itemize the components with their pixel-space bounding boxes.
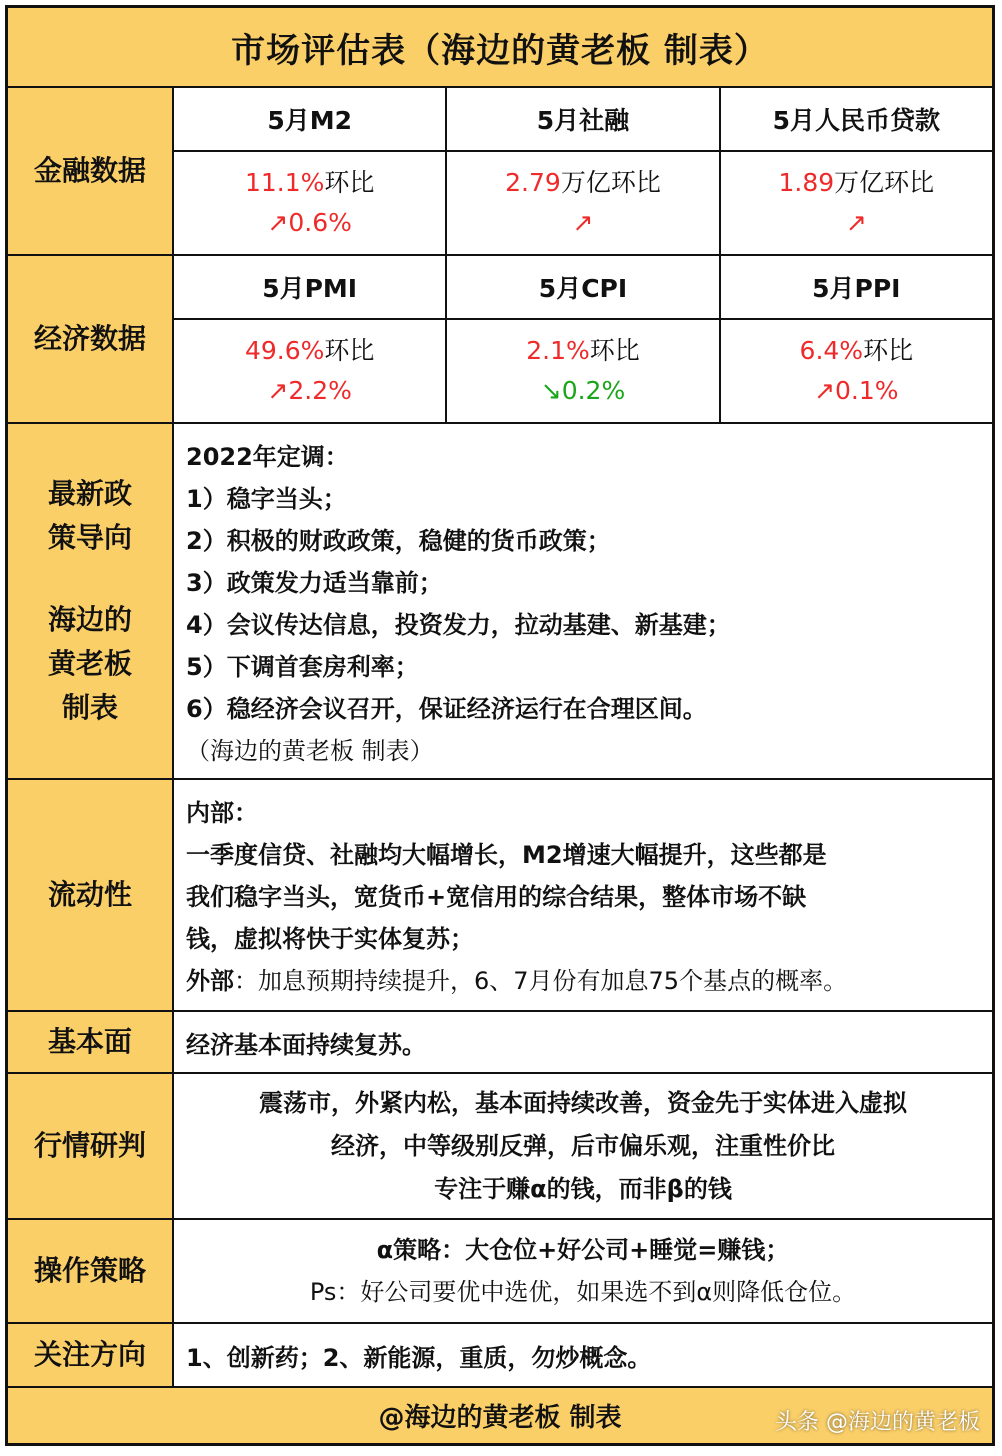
market-line: 专注于赚α的钱，而非β的钱 (434, 1174, 732, 1203)
m2-cell (174, 88, 447, 254)
rmb-loans-change: ↗ (845, 208, 867, 237)
liquidity-inner-line: 一季度信贷、社融均大幅增长，M2增速大幅提升，这些都是 (186, 841, 827, 869)
fundamentals-row (8, 1012, 992, 1074)
fundamentals-label: 基本面 (8, 1012, 174, 1072)
policy-item: 2）积极的财政政策，稳健的货币政策； (186, 527, 611, 555)
focus-row (8, 1324, 992, 1388)
market-row (8, 1074, 992, 1220)
policy-label-line: 制表 (61, 691, 118, 724)
financial-label: 金融数据 (8, 88, 174, 254)
policy-note: （海边的黄老板 制表） (186, 737, 434, 765)
assessment-table (5, 5, 995, 1446)
policy-row (8, 424, 992, 780)
social-financing-change: ↗ (572, 208, 594, 237)
pmi-change: ↗2.2% (267, 376, 352, 405)
policy-heading: 2022年定调： (186, 443, 349, 471)
liquidity-outer-text: ：加息预期持续提升，6、7月份有加息75个基点的概率。 (234, 967, 848, 995)
policy-item: 3）政策发力适当靠前； (186, 569, 443, 597)
focus-label: 关注方向 (8, 1324, 174, 1386)
liquidity-row (8, 780, 992, 1012)
ppi-cell (721, 256, 992, 422)
social-financing-cell (447, 88, 720, 254)
policy-item: 6）稳经济会议召开，保证经济运行在合理区间。 (186, 695, 707, 723)
page-title: 市场评估表（海边的黄老板 制表） (231, 30, 769, 71)
pmi-cell (174, 256, 447, 422)
policy-label-line: 策导向 (47, 521, 132, 554)
watermark: 头条 @海边的黄老板 (775, 1410, 980, 1435)
footer-text: @海边的黄老板 制表 (378, 1403, 622, 1433)
pmi-value: 49.6% (244, 336, 325, 365)
cpi-value: 2.1% (526, 336, 590, 365)
m2-value: 11.1% (244, 168, 325, 197)
market-line: 经济，中等级别反弹，后市偏乐观，注重性价比 (331, 1131, 835, 1160)
policy-item: 1）稳字当头； (186, 485, 347, 513)
cpi-header: 5月CPI (447, 256, 718, 320)
rmb-loans-value: 1.89 (778, 168, 835, 197)
m2-change: ↗0.6% (267, 208, 352, 237)
cpi-suffix: 环比 (589, 336, 640, 365)
cpi-change: ↘0.2% (540, 376, 626, 405)
market-label: 行情研判 (8, 1074, 174, 1218)
economic-label: 经济数据 (8, 256, 174, 422)
rmb-loans-header: 5月人民币贷款 (721, 88, 992, 152)
pmi-suffix: 环比 (324, 336, 375, 365)
fundamentals-text: 经济基本面持续复苏。 (186, 1030, 426, 1059)
liquidity-inner-line: 钱，虚拟将快于实体复苏； (186, 925, 474, 953)
financial-data-row (8, 88, 992, 256)
strategy-label: 操作策略 (8, 1220, 174, 1322)
policy-label-line: 海边的 (47, 603, 132, 636)
ppi-header: 5月PPI (721, 256, 992, 320)
table-title (8, 8, 992, 88)
policy-label-line: 黄老板 (47, 647, 132, 680)
ppi-change: ↗0.1% (814, 376, 899, 405)
liquidity-outer-heading: 外部 (186, 967, 234, 995)
policy-label (8, 424, 174, 778)
rmb-loans-suffix: 万亿环比 (834, 168, 935, 197)
social-financing-value: 2.79 (505, 168, 561, 197)
liquidity-label: 流动性 (8, 780, 174, 1010)
economic-data-row (8, 256, 992, 424)
social-financing-suffix: 万亿环比 (560, 168, 661, 197)
rmb-loans-cell (721, 88, 992, 254)
ppi-suffix: 环比 (863, 336, 914, 365)
m2-suffix: 环比 (324, 168, 375, 197)
m2-header: 5月M2 (174, 88, 445, 152)
market-line: 震荡市，外紧内松，基本面持续改善，资金先于实体进入虚拟 (259, 1088, 907, 1117)
strategy-line: α策略：大仓位+好公司+睡觉=赚钱； (376, 1236, 790, 1264)
policy-item: 5）下调首套房利率； (186, 653, 419, 681)
liquidity-inner-line: 我们稳字当头，宽货币+宽信用的综合结果，整体市场不缺 (186, 883, 807, 911)
policy-label-line: 最新政 (47, 477, 132, 510)
social-financing-header: 5月社融 (447, 88, 718, 152)
pmi-header: 5月PMI (174, 256, 445, 320)
policy-item: 4）会议传达信息，投资发力，拉动基建、新基建； (186, 611, 731, 639)
ppi-value: 6.4% (799, 336, 864, 365)
cpi-cell (447, 256, 720, 422)
focus-text: 1、创新药；2、新能源，重质，勿炒概念。 (186, 1343, 652, 1372)
strategy-row (8, 1220, 992, 1324)
liquidity-inner-heading: 内部： (186, 799, 258, 827)
strategy-note: Ps：好公司要优中选优，如果选不到α则降低仓位。 (309, 1278, 857, 1306)
